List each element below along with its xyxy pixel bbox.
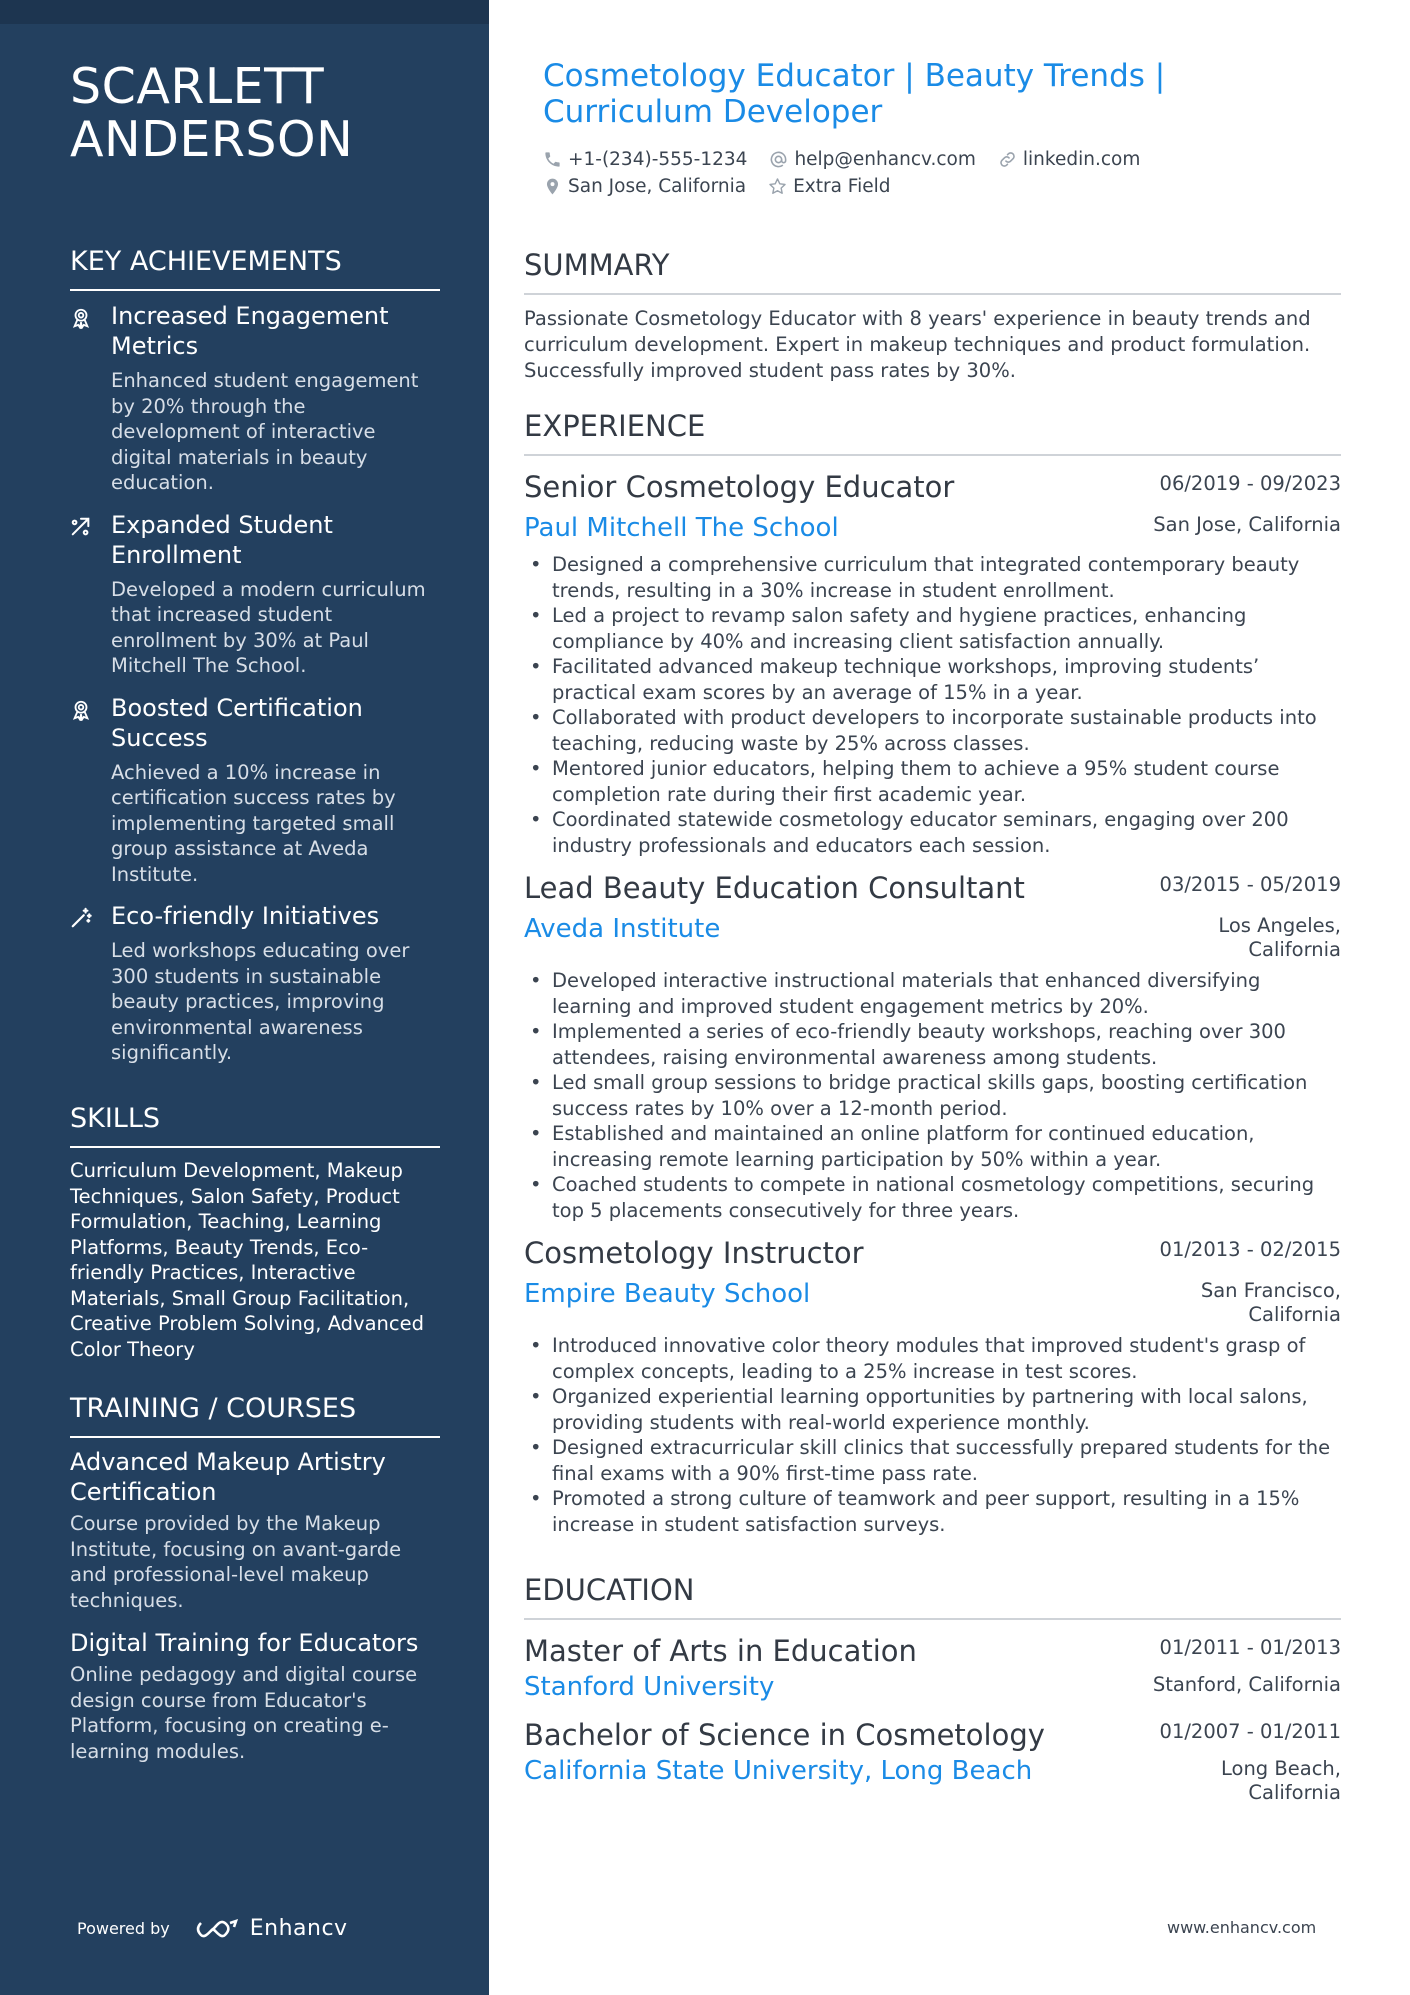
job-location: Los Angeles, California (1218, 914, 1341, 961)
candidate-name: SCARLETT ANDERSON (70, 58, 354, 168)
job-company: Paul Mitchell The School (524, 513, 839, 543)
phone-text: +1-(234)-555-1234 (568, 149, 748, 170)
education-header (524, 1717, 1341, 1753)
award-icon (70, 699, 92, 721)
achievement-description: Developed a modern curriculum that increased student enrollment by 30% at Paul Mitchell The School. (111, 577, 426, 677)
job-header (524, 870, 1341, 906)
education-entry (524, 1633, 1341, 1705)
job-bullet: • Organized experiential learning opportunities by partnering with local salons, providing students with real-world experience monthly. (524, 1384, 1341, 1435)
linkedin-item[interactable] (998, 149, 1140, 170)
skills-section (70, 1103, 440, 1362)
job-bullets (524, 1333, 1341, 1537)
skills-list: Curriculum Development, Makeup Techniques, Salon Safety, Product Formulation, Teaching, Learning Platforms, Beauty Trends, Eco-friendly Practices, Interactive Materials, Small Group Facilitation, Creative Problem Solving, Advanced Color Theory (70, 1159, 425, 1361)
star-icon (768, 177, 787, 196)
summary-section (524, 248, 1341, 384)
achievement-title: Increased Engagement Metrics (111, 302, 389, 360)
education-header (524, 1633, 1341, 1669)
education-section (524, 1573, 1341, 1805)
achievement-item (70, 693, 440, 888)
location-text: San Jose, California (568, 176, 747, 197)
summary-text: Passionate Cosmetology Educator with 8 years' experience in beauty trends and curriculum development. Expert in makeup techniques and product formulation. Successfully improved student pass rates by 30%. (524, 307, 1311, 382)
job-entry (524, 870, 1341, 1223)
training-heading: TRAINING / COURSES (70, 1393, 440, 1438)
education-subheader (524, 1753, 1341, 1805)
growth-icon (70, 516, 92, 538)
course-item (70, 1628, 440, 1764)
education-entry (524, 1717, 1341, 1805)
course-description: Course provided by the Makeup Institute, focusing on avant-garde and professional-level makeup techniques. (70, 1512, 402, 1612)
job-location: San Jose, California (1153, 513, 1341, 536)
job-title: Senior Cosmetology Educator (524, 470, 955, 504)
job-company: Aveda Institute (524, 914, 721, 944)
email-text: help@enhancv.com (794, 149, 976, 170)
job-bullet: • Implemented a series of eco-friendly beauty workshops, reaching over 300 attendees, raising environmental awareness among students. (524, 1019, 1341, 1070)
phone-icon (543, 150, 562, 169)
enhancv-logo[interactable] (196, 1916, 348, 1941)
achievement-description: Achieved a 10% increase in certification success rates by implementing targeted small group assistance at Aveda Institute. (111, 760, 396, 886)
extra-field-item (768, 176, 890, 197)
job-bullet: • Introduced innovative color theory modules that improved student's grasp of complex concepts, leading to a 25% increase in test scores. (524, 1333, 1341, 1384)
education-dates: 01/2011 - 01/2013 (1159, 1636, 1341, 1659)
education-dates: 01/2007 - 01/2011 (1159, 1720, 1341, 1743)
education-heading: EDUCATION (524, 1573, 1341, 1620)
contact-info (543, 146, 1343, 200)
job-title: Lead Beauty Education Consultant (524, 871, 1025, 905)
achievement-item (70, 510, 440, 679)
job-bullet: • Led small group sessions to bridge practical skills gaps, boosting certification success rates by 10% over a 12-month period. (524, 1070, 1341, 1121)
experience-heading: EXPERIENCE (524, 409, 1341, 456)
job-bullet: • Mentored junior educators, helping them to achieve a 95% student course completion rate during their first academic year. (524, 756, 1341, 807)
job-entry (524, 469, 1341, 858)
main-content (489, 0, 1410, 1995)
job-bullets (524, 968, 1341, 1223)
job-bullet: • Led a project to revamp salon safety and hygiene practices, enhancing compliance by 40% and increasing client satisfaction annually. (524, 603, 1341, 654)
job-bullet: • Collaborated with product developers to incorporate sustainable products into teaching, reducing waste by 25% across classes. (524, 705, 1341, 756)
job-title: Cosmetology Instructor (524, 1236, 864, 1270)
summary-heading: SUMMARY (524, 248, 1341, 295)
powered-by (77, 1916, 348, 1941)
magic-wand-icon (70, 907, 92, 929)
phone-item (543, 149, 747, 170)
education-location: Long Beach, California (1221, 1757, 1341, 1804)
sidebar-top-bar (0, 0, 489, 24)
achievement-title: Expanded Student Enrollment (111, 510, 333, 569)
job-bullet: • Designed extracurricular skill clinics that successfully prepared students for the final exams with a 90% first-time pass rate. (524, 1435, 1341, 1486)
link-icon (998, 150, 1017, 169)
course-title: Digital Training for Educators (70, 1629, 419, 1657)
job-subheader (524, 906, 1341, 962)
contact-row (543, 146, 1343, 173)
achievement-title: Eco-friendly Initiatives (111, 902, 380, 930)
job-location: San Francisco, California (1200, 1279, 1341, 1326)
degree-title: Bachelor of Science in Cosmetology (524, 1718, 1045, 1752)
job-dates: 03/2015 - 05/2019 (1159, 873, 1341, 896)
course-item (70, 1447, 440, 1613)
achievement-item (70, 301, 440, 496)
location-pin-icon (543, 177, 562, 196)
job-dates: 01/2013 - 02/2015 (1159, 1238, 1341, 1261)
education-subheader (524, 1669, 1341, 1705)
course-description: Online pedagogy and digital course design course from Educator's Platform, focusing on creating e-learning modules. (70, 1663, 418, 1763)
linkedin-text: linkedin.com (1022, 149, 1141, 170)
school-name: Stanford University (524, 1672, 775, 1702)
skills-heading: SKILLS (70, 1103, 440, 1148)
job-subheader (524, 1271, 1341, 1327)
achievement-description: Led workshops educating over 300 students in sustainable beauty practices, improving environmental awareness significantly. (111, 939, 410, 1064)
enhancv-logo-icon (196, 1917, 240, 1941)
achievement-description: Enhanced student engagement by 20% through the development of interactive digital materials in beauty education. (111, 369, 419, 494)
job-bullet: • Promoted a strong culture of teamwork and peer support, resulting in a 15% increase in student satisfaction surveys. (524, 1486, 1341, 1537)
key-achievements-heading: KEY ACHIEVEMENTS (70, 246, 440, 291)
job-header (524, 469, 1341, 505)
award-icon (70, 307, 92, 329)
footer-url[interactable]: www.enhancv.com (1167, 1918, 1317, 1937)
resume-headline: Cosmetology Educator | Beauty Trends | Curriculum Developer (543, 58, 1166, 130)
job-dates: 06/2019 - 09/2023 (1159, 472, 1341, 495)
job-bullet: • Facilitated advanced makeup technique workshops, improving students’ practical exam scores by an average of 15% in a year. (524, 654, 1341, 705)
course-title: Advanced Makeup Artistry Certification (70, 1448, 386, 1506)
degree-title: Master of Arts in Education (524, 1634, 917, 1668)
education-location: Stanford, California (1152, 1673, 1341, 1696)
achievement-title: Boosted Certification Success (111, 693, 363, 752)
school-name: California State University, Long Beach (524, 1756, 1033, 1786)
key-achievements-section (70, 246, 440, 1066)
job-header (524, 1235, 1341, 1271)
contact-row (543, 173, 1343, 200)
job-bullet: • Coordinated statewide cosmetology educator seminars, engaging over 200 industry professionals and educators each session. (524, 807, 1341, 858)
job-subheader (524, 505, 1341, 546)
job-bullets (524, 552, 1341, 858)
job-company: Empire Beauty School (524, 1279, 811, 1309)
job-bullet: • Developed interactive instructional materials that enhanced diversifying learning and improved student engagement metrics by 20%. (524, 968, 1341, 1019)
enhancv-brand-name: Enhancv (249, 1916, 348, 1941)
powered-by-label: Powered by (77, 1919, 170, 1938)
extra-field-text: Extra Field (793, 176, 891, 197)
achievement-item (70, 901, 440, 1066)
location-item (543, 176, 746, 197)
sidebar (0, 0, 489, 1995)
training-section (70, 1393, 440, 1764)
job-bullet: • Designed a comprehensive curriculum that integrated contemporary beauty trends, resulting in a 30% increase in student enrollment. (524, 552, 1341, 603)
job-bullet: • Established and maintained an online platform for continued education, increasing remote learning participation by 50% within a year. (524, 1121, 1341, 1172)
email-item[interactable] (769, 149, 975, 170)
experience-section (524, 409, 1341, 1537)
job-entry (524, 1235, 1341, 1537)
at-icon (769, 150, 788, 169)
job-bullet: • Coached students to compete in national cosmetology competitions, securing top 5 placements consecutively for three years. (524, 1172, 1341, 1223)
